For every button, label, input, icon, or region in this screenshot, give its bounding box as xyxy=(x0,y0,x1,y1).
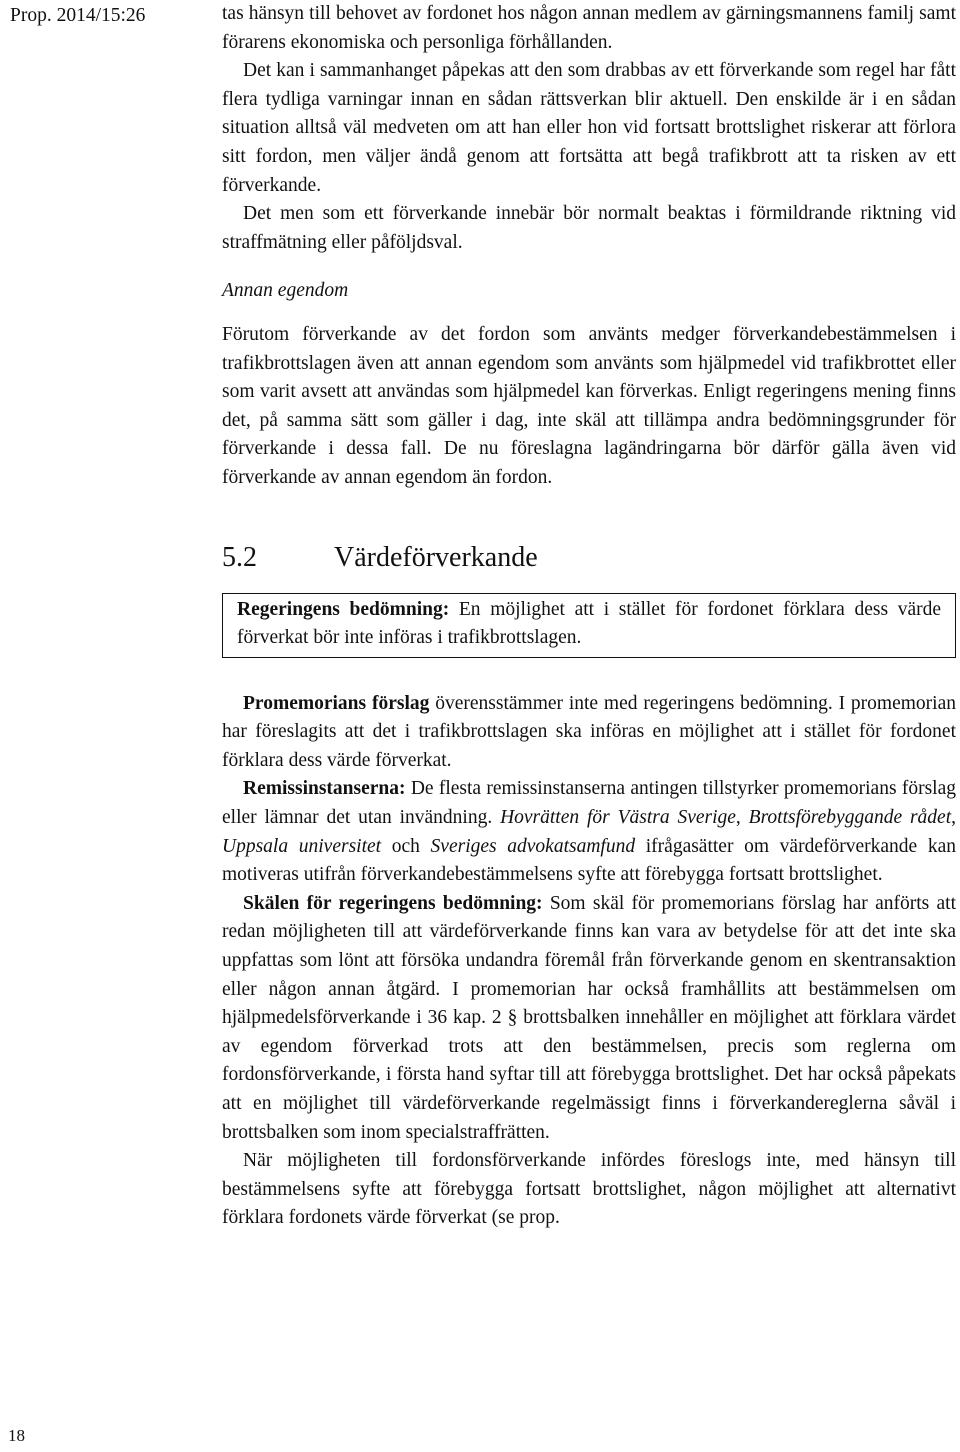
main-text-column xyxy=(222,0,956,1233)
referral-org-4: Sveriges advokatsamfund xyxy=(430,835,636,857)
referral-org-2: Brottsförebyggande rådet xyxy=(748,807,952,829)
referral-org-1: Hovrätten för Västra Sverige xyxy=(500,807,736,829)
other-property-text-c: De nu föreslagna lagändringarna bör därför gälla även vid förverkande av annan egendom än fordon. xyxy=(222,438,956,488)
referral-paragraph xyxy=(222,775,956,889)
final-paragraph: När möjligheten till fordonsförverkande infördes föreslogs inte, med hänsyn till bestämmelsens syfte att förebygga fortsatt brottslighet, någon möjlighet att alternativt förklara fordonets värde förverkat (se prop. xyxy=(222,1150,956,1229)
paragraph-mitigation: Det men som ett förverkande innebär bör normalt beaktas i förmildrande riktning vid straffmätning eller påföljdsval. xyxy=(222,203,956,253)
paragraph-warnings: Det kan i sammanhanget påpekas att den som drabbas av ett förverkande som regel har fått flera tydliga varningar innan en sådan rättsverkan blir aktuell. Den enskilde är i en sådan situation alltså väl medveten om att han eller hon vid fortsatt brottslighet riskerar att förlora sitt fordon, men väljer ändå genom att fortsätta att begå trafikbrott att ta risken av ett förverkande. xyxy=(222,60,956,196)
referral-separator-2: , xyxy=(951,807,956,829)
document-reference: Prop. 2014/15:26 xyxy=(10,5,146,26)
memo-text: överensstämmer inte med regeringens bedömning. I promemorian har föreslagits att det i trafikbrottslagen ska införas en möjlighet att i stället för fordonet förklara dess värde förverkat. xyxy=(222,692,956,771)
section-title: Värdeförverkande xyxy=(334,541,538,573)
memo-paragraph xyxy=(222,690,956,776)
referral-text-1: De flesta remissinstanserna antingen tillstyrker promemorians förslag eller lämnar det utan invändning. xyxy=(222,778,956,829)
referral-label: Remissinstanserna: xyxy=(243,778,406,800)
page-number: 18 xyxy=(8,1426,25,1445)
reasons-label: Skälen för regeringens bedömning: xyxy=(243,892,543,914)
paragraph-continuation: tas hänsyn till behovet av fordonet hos någon annan medlem av gärningsmannens familj samt förarens ekonomiska och personliga förhållanden. xyxy=(222,3,956,53)
government-assessment-box xyxy=(222,593,956,658)
section-heading xyxy=(222,541,956,575)
assessment-paragraph xyxy=(237,596,941,653)
assessment-text: En möjlighet att i stället för fordonet förklara dess värde förverkat bör inte införas i trafikbrottslagen. xyxy=(237,598,942,649)
other-property-text-b: Enligt regeringens mening finns det, på samma sätt som gäller i dag, inte skäl att tillämpa andra bedömningsgrunder för förverkande i dessa fall. xyxy=(222,381,956,460)
assessment-label: Regeringens bedömning: xyxy=(237,598,450,620)
referral-separator-3: och xyxy=(381,835,431,857)
memo-label: Promemorians förslag xyxy=(243,692,430,714)
reasons-paragraph xyxy=(222,890,956,1147)
other-property-text-a: Förutom förverkande av det fordon som använts medger förverkandebestämmelsen i trafikbrottslagen även att annan egendom som använts som hjälpmedel vid trafikbrottet eller som varit avsett att användas som hjälpmedel kan förverkas. xyxy=(222,323,956,403)
section-number: 5.2 xyxy=(222,541,257,573)
reasons-text: Som skäl för promemorians förslag har anförts att redan möjligheten till att värdeförverkande finns kan vara av betydelse för att det inte ska uppfattas som lönt att försöka undandra föremål från förverkande genom en skentransaktion eller någon annan åtgärd. I promemorian har också framhållits att bestämmelsen om hjälpmedelsförverkande i 36 kap. 2 § brottsbalken innehåller en möjlighet att förklara värdet av egendom förverkad trots att den bestämmelsen, precis som reglerna om fordonsförverkande, i första hand syftar till att förebygga brottslighet. Det har också påpekats att en möjlighet till värdeförverkande regelmässigt finns i förverkandereglerna såväl i brottsbalken som inom specialstraffrätten. xyxy=(222,892,956,1143)
referral-text-2: ifrågasätter om värdeförverkande kan motiveras utifrån förverkandebestämmelsens syfte att förebygga fortsatt brottslighet. xyxy=(222,835,956,886)
referral-org-3: Uppsala universitet xyxy=(222,835,382,857)
subheading-other-property: Annan egendom xyxy=(222,280,349,302)
referral-separator-1: , xyxy=(735,807,749,829)
paragraph-other-property xyxy=(222,321,956,493)
